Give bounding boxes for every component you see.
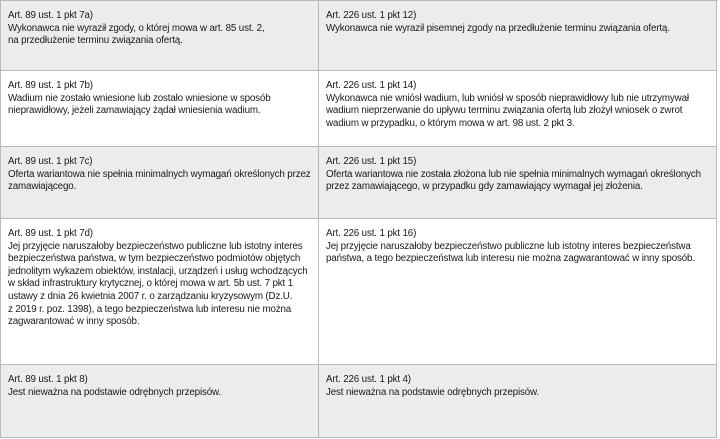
- table-row: [1, 147, 718, 219]
- table-cell-new-law: [319, 365, 717, 438]
- article-text: Jej przyjęcie naruszałoby bezpieczeństwo publiczne lub istotny interes bezpieczeństwa państwa, a tego bezpieczeństwa lub interesu nie można zagwarantować w inny sposób.: [326, 240, 695, 265]
- table-cell-old-law: [1, 365, 319, 438]
- article-text: Wykonawca nie wyraził zgody, o której mowa w art. 85 ust. 2, na przedłużenie terminu związania ofertą.: [8, 22, 265, 47]
- table-cell-old-law: [1, 147, 319, 219]
- article-text: Wykonawca nie wyraził pisemnej zgody na przedłużenie terminu związania ofertą.: [326, 22, 670, 34]
- article-reference: Art. 89 ust. 1 pkt 7a): [8, 10, 93, 21]
- article-reference: Art. 226 ust. 1 pkt 16): [326, 228, 417, 239]
- table-row: [1, 219, 718, 365]
- article-reference: Art. 226 ust. 1 pkt 12): [326, 10, 417, 21]
- article-text: Jest nieważna na podstawie odrębnych przepisów.: [8, 386, 221, 398]
- article-reference: Art. 89 ust. 1 pkt 8): [8, 374, 88, 385]
- table-cell-old-law: [1, 71, 319, 147]
- article-reference: Art. 226 ust. 1 pkt 14): [326, 80, 417, 91]
- article-text: Oferta wariantowa nie spełnia minimalnych wymagań określonych przez zamawiającego.: [8, 168, 311, 193]
- table-cell-new-law: [319, 147, 717, 219]
- article-text: Jej przyjęcie naruszałoby bezpieczeństwo publiczne lub istotny interes bezpieczeństwa państwa, w tym bezpieczeństwo podmiotów objętych jednolitym wykazem obiektów, instalacji, urządzeń i usług wchodzących w skład infrastruktury krytycznej, o której mowa w art. 5b ust. 7 pkt 1 ustawy z dnia 26 kwietnia 2007 r. o zarządzaniu kryzysowym (Dz.U. z 2019 r. poz. 1398), a tego bezpieczeństwa lub interesu nie można zagwarantować w inny sposób.: [8, 240, 308, 328]
- table-cell-old-law: [1, 219, 319, 365]
- table-cell-old-law: [1, 1, 319, 71]
- article-reference: Art. 89 ust. 1 pkt 7c): [8, 156, 93, 167]
- table-cell-new-law: [319, 1, 717, 71]
- table-row: [1, 1, 718, 71]
- article-reference: Art. 89 ust. 1 pkt 7b): [8, 80, 93, 91]
- article-text: Jest nieważna na podstawie odrębnych przepisów.: [326, 386, 539, 398]
- article-text: Wykonawca nie wniósł wadium, lub wniósł w sposób nieprawidłowy lub nie utrzymywał wadium nieprzerwanie do upływu terminu związania ofertą lub złożył wniosek o zwrot wadium w przypadku, o którym mowa w art. 98 ust. 2 pkt 3.: [326, 92, 689, 129]
- table-cell-new-law: [319, 71, 717, 147]
- table-cell-new-law: [319, 219, 717, 365]
- table-row: [1, 365, 718, 438]
- article-reference: Art. 226 ust. 1 pkt 4): [326, 374, 411, 385]
- article-reference: Art. 226 ust. 1 pkt 15): [326, 156, 417, 167]
- article-text: Wadium nie zostało wniesione lub zostało wniesione w sposób nieprawidłowy, jeżeli zamawiający żądał wniesienia wadium.: [8, 92, 271, 117]
- article-text: Oferta wariantowa nie została złożona lub nie spełnia minimalnych wymagań określonych przez zamawiającego, w przypadku gdy zamawiający wymagał jej złożenia.: [326, 168, 701, 193]
- article-reference: Art. 89 ust. 1 pkt 7d): [8, 228, 93, 239]
- table-row: [1, 71, 718, 147]
